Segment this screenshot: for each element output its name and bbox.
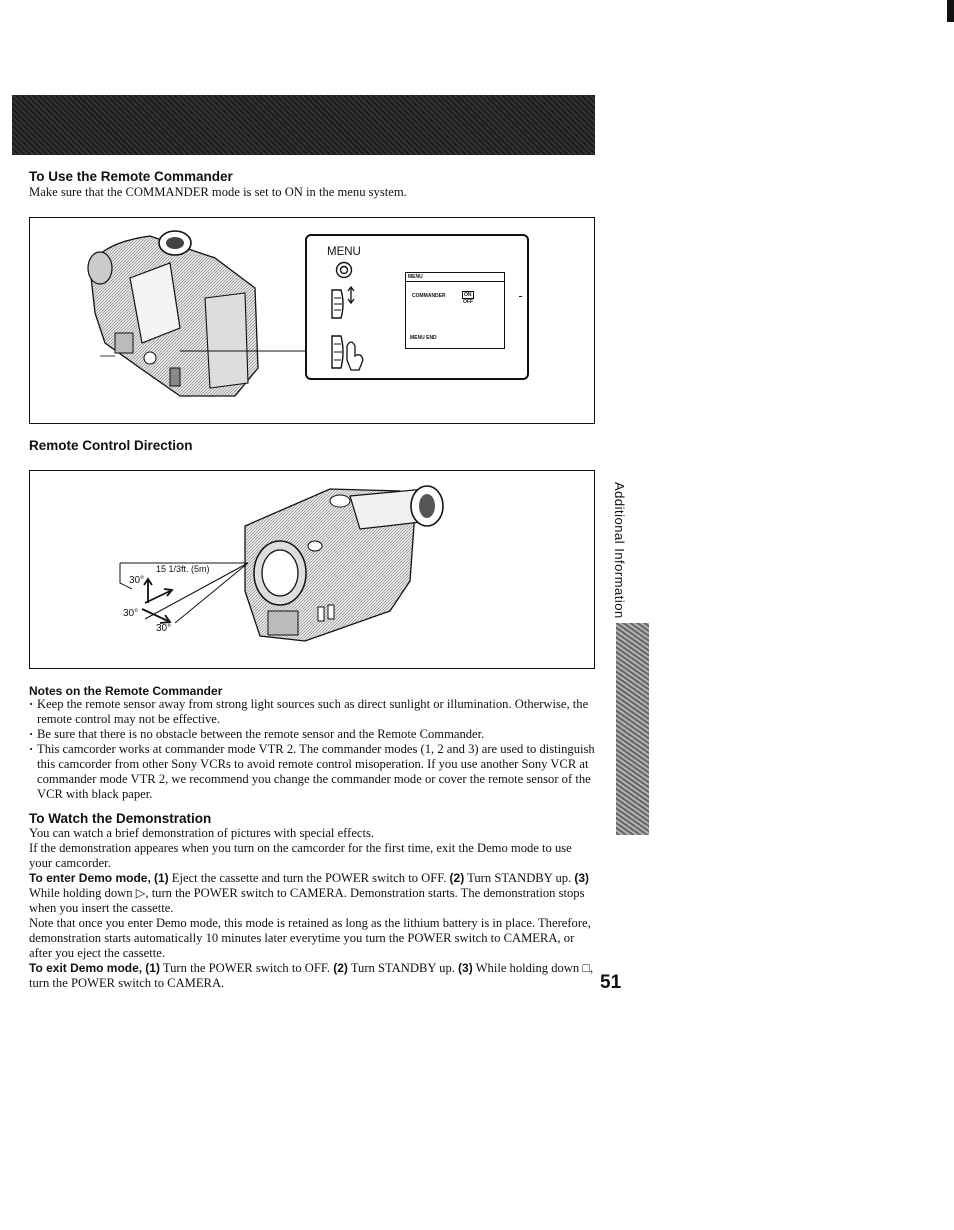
step-number: (1) xyxy=(145,961,160,975)
page-edge-mark xyxy=(947,0,954,22)
heading-use-remote: To Use the Remote Commander xyxy=(29,169,233,184)
angle-up-label: 30° xyxy=(129,575,145,586)
angle-down-label: 30° xyxy=(156,623,172,634)
lcd-menu-display xyxy=(405,272,505,349)
menu-button-icon xyxy=(335,261,353,279)
note-item: · Keep the remote sensor away from strong light sources such as direct sunlight or illumination. Otherwise, the remote control may not be effective. xyxy=(29,697,595,727)
heading-demonstration: To Watch the Demonstration xyxy=(29,811,212,826)
demo-body xyxy=(29,826,595,991)
demo-exit-steps xyxy=(29,961,595,991)
play-button-icon: ▷ xyxy=(135,886,146,900)
lcd-commander-item: COMMANDER xyxy=(412,293,446,299)
demo-retention-note: Note that once you enter Demo mode, this mode is retained as long as the lithium battery is in place. Therefore, demonstration starts automatically 10 minutes later everytime you turn the POWER switch to CAMERA, or after you eject the cassette. xyxy=(29,916,591,960)
exit-demo-label: To exit Demo mode, xyxy=(29,961,143,975)
demo-enter-steps xyxy=(29,871,595,916)
section-header-bar xyxy=(12,95,595,155)
stop-button-icon: □ xyxy=(582,961,590,975)
step-number: (2) xyxy=(333,961,348,975)
demo-exit-advice: If the demonstration appeares when you turn on the camcorder for the first time, exit the Demo mode to use your camcorder. xyxy=(29,841,572,870)
lcd-on-option: ON xyxy=(464,292,472,298)
enter-step-2: Turn STANDBY up. xyxy=(467,871,572,885)
menu-button-label: MENU xyxy=(327,246,361,258)
figure-remote-direction xyxy=(29,470,595,669)
tick-mark xyxy=(519,296,522,297)
enter-step-3a: While holding down xyxy=(29,886,133,900)
enter-step-1: Eject the cassette and turn the POWER switch to OFF. xyxy=(171,871,447,885)
enter-demo-label: To enter Demo mode, xyxy=(29,871,151,885)
lcd-menu-end: MENU END xyxy=(410,335,437,341)
exit-step-2: Turn STANDBY up. xyxy=(350,961,455,975)
note-item: · Be sure that there is no obstacle between the remote sensor and the Remote Commander. xyxy=(29,727,595,742)
exit-step-3a: While holding down xyxy=(475,961,580,975)
step-number: (3) xyxy=(574,871,590,885)
notes-list xyxy=(29,697,595,802)
figure-menu-setting xyxy=(29,217,595,424)
dial-turn-icon xyxy=(329,284,359,324)
heading-notes: Notes on the Remote Commander xyxy=(29,684,223,698)
enter-step-3b: , turn the POWER switch to CAMERA. Demonstration starts. The demonstration stops when you insert the cassette. xyxy=(29,886,585,915)
angle-left-label: 30° xyxy=(123,608,139,619)
page-number: 51 xyxy=(600,972,622,993)
exit-step-1: Turn the POWER switch to OFF. xyxy=(162,961,331,975)
heading-remote-direction: Remote Control Direction xyxy=(29,438,193,453)
demo-intro: You can watch a brief demonstration of pictures with special effects. xyxy=(29,826,375,840)
lcd-off-option: OFF xyxy=(463,299,473,305)
camcorder-front-illustration xyxy=(30,471,594,668)
step-number: (2) xyxy=(449,871,465,885)
sidebar-section-label: Additional Information xyxy=(612,482,627,619)
menu-callout-panel xyxy=(305,234,529,380)
use-remote-text: Make sure that the COMMANDER mode is set to ON in the menu system. xyxy=(29,185,407,199)
exit-step-3b: , turn the POWER switch to CAMERA. xyxy=(29,961,594,990)
range-distance-label: 15 1/3ft. (5m) xyxy=(156,564,210,574)
step-number: (3) xyxy=(458,961,473,975)
lcd-divider xyxy=(406,281,504,282)
lcd-title: MENU xyxy=(408,274,423,280)
dial-press-icon xyxy=(329,332,369,374)
step-number: (1) xyxy=(153,871,169,885)
sidebar-thumb-tab xyxy=(616,623,649,835)
note-item: · This camcorder works at commander mode VTR 2. The commander modes (1, 2 and 3) are used to distinguish this camcorder from other Sony VCRs to avoid remote control misoperation. If you use another Sony VCR at commander mode VTR 2, we recommend you change the commander mode or cover the remote sensor of the VCR with black paper. xyxy=(29,742,595,802)
